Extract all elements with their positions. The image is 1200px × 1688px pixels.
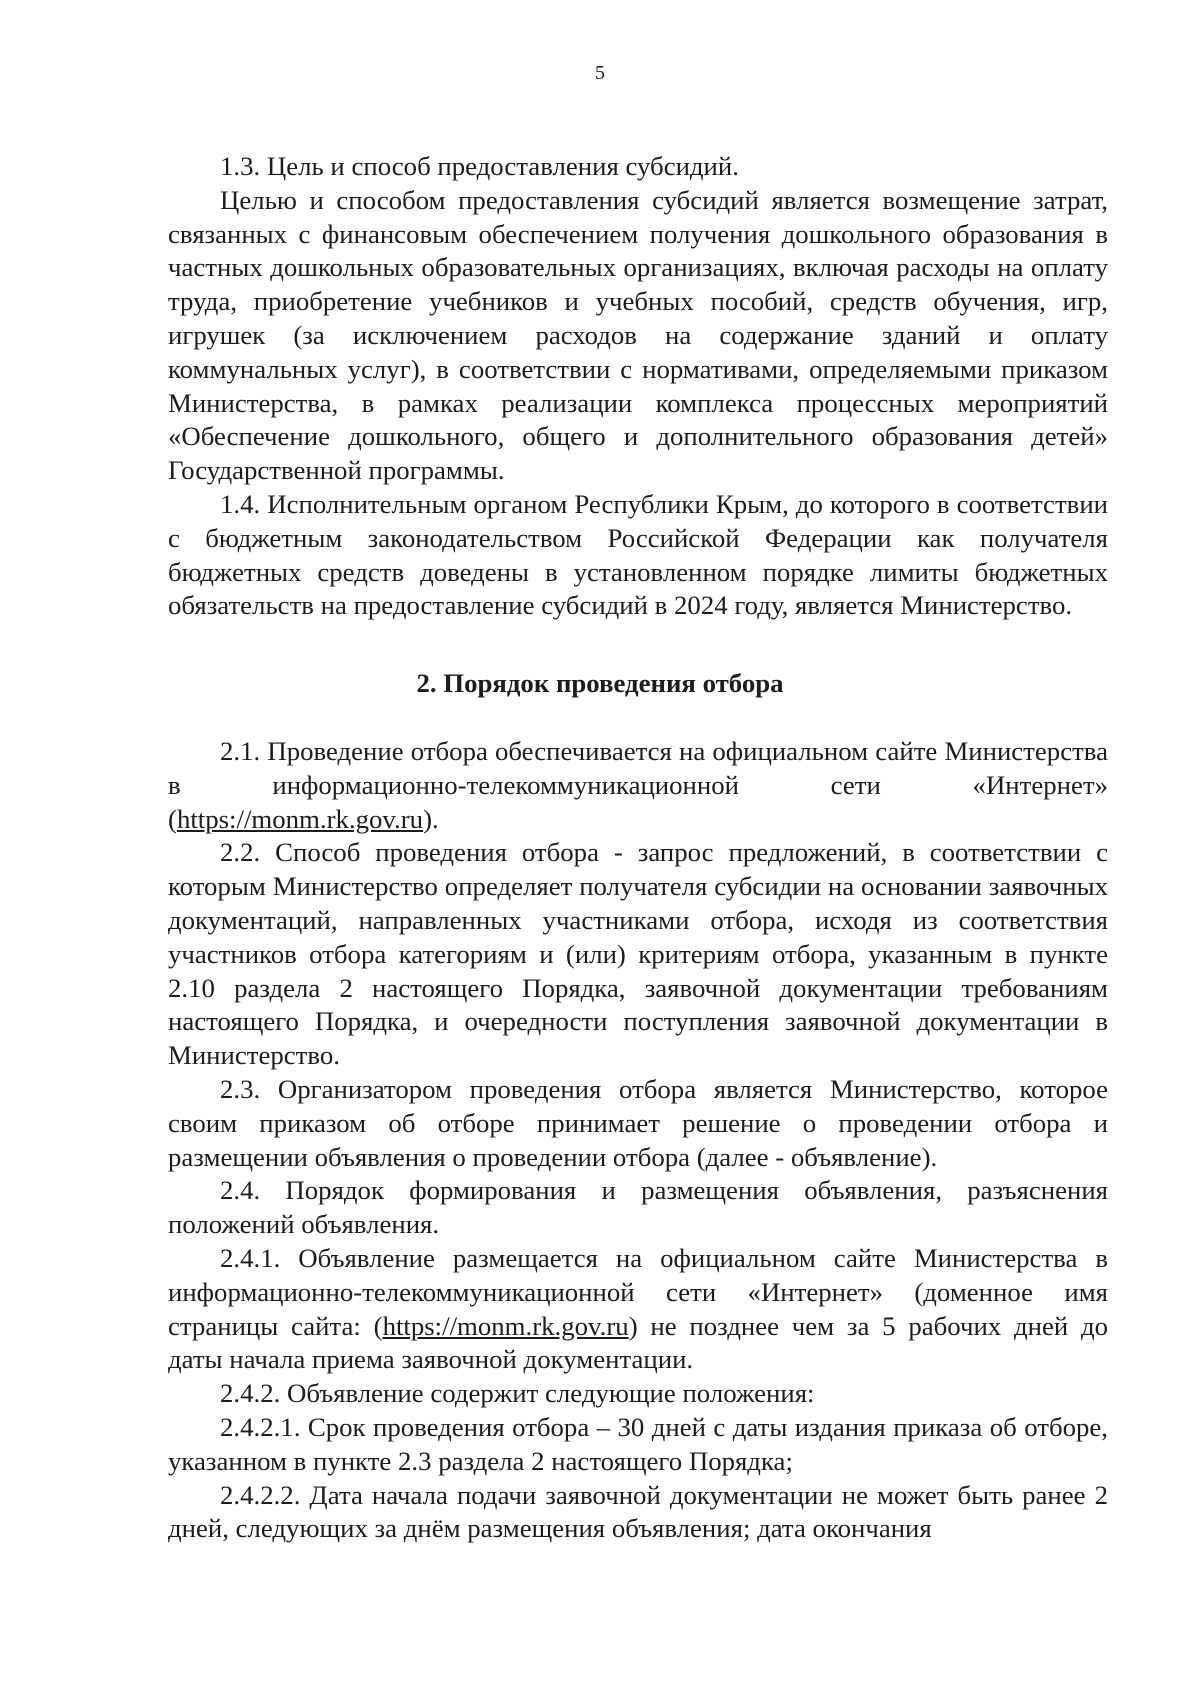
paragraph-2-4-2: 2.4.2. Объявление содержит следующие положения:	[220, 1378, 815, 1409]
paragraph-1-3-title: 1.3. Цель и способ предоставления субсидий.	[220, 151, 739, 181]
page-number: 5	[595, 62, 605, 84]
paragraph-1-3-body: Целью и способом предоставления субсидий является возмещение затрат, связанных с финансовым обеспечением получения дошкольного образования в частных дошкольных образовательных организациях, включая расходы на оплату труда, приобретение учебников и учебных пособий, средств обучения, игр, игрушек (за исключением расходов на содержание зданий и оплату коммунальных услуг), в соответствии с нормативами, определяемыми приказом Министерства, в рамках реализации комплекса процессных мероприятий «Обеспечение дошкольного, общего и дополнительного образования детей» Государственной программы.	[168, 184, 1108, 486]
section-1-text	[168, 150, 1108, 623]
paragraph-2-4-1-end: ) не позднее чем за 5 рабочих дней до даты начала приема заявочной документации.	[168, 1310, 1108, 1375]
paragraph-2-4-2-2: 2.4.2.2. Дата начала подачи заявочной документации не может быть ранее 2 дней, следующих за днём размещения объявления; дата окончания	[168, 1479, 1108, 1544]
section-2-heading: 2. Порядок проведения отбора	[416, 668, 784, 698]
paragraph-2-4: 2.4. Порядок формирования и размещения объявления, разъяснения положений объявления.	[168, 1175, 1108, 1240]
paragraph-2-1-end: ).	[423, 803, 439, 834]
paragraph-2-3: 2.3. Организатором проведения отбора является Министерство, которое своим приказом об отборе принимает решение о проведении отбора и размещении объявления о проведении отбора (далее - объявление).	[168, 1073, 1108, 1172]
website-link[interactable]: https://monm.rk.gov.ru	[382, 1310, 629, 1341]
paragraph-2-2: 2.2. Способ проведения отбора - запрос предложений, в соответствии с которым Министерство определяет получателя субсидии на основании заявочных документаций, направленных участниками отбора, исходя из соответствия участников отбора категориям и (или) критериям отбора, указанным в пункте 2.10 раздела 2 настоящего Порядка, заявочной документации требованиям настоящего Порядка, и очередности поступления заявочной документации в Министерство.	[168, 837, 1108, 1071]
paragraph-2-1	[168, 735, 1108, 836]
website-link[interactable]: https://monm.rk.gov.ru	[176, 803, 424, 834]
paragraph-2-4-1-text: 2.4.1. Объявление размещается на официальном сайте Министерства в информационно-телекоммуникационной сети «Интернет» (доменное имя страницы сайта: (	[168, 1242, 1108, 1341]
section-2-text	[168, 735, 1108, 1546]
paragraph-2-4-1	[168, 1242, 1108, 1377]
paragraph-2-4-2-1: 2.4.2.1. Срок проведения отбора – 30 дней с даты издания приказа об отборе, указанном в пункте 2.3 раздела 2 настоящего Порядка;	[168, 1411, 1108, 1476]
paragraph-1-4: 1.4. Исполнительным органом Республики Крым, до которого в соответствии с бюджетным законодательством Российской Федерации как получателя бюджетных средств доведены в установленном порядке лимиты бюджетных обязательств на предоставление субсидий в 2024 году, является Министерство.	[168, 488, 1108, 621]
paragraph-2-1-text: 2.1. Проведение отбора обеспечивается на официальном сайте Министерства в информационно-телекоммуникационной сети «Интернет» (	[168, 736, 1108, 834]
